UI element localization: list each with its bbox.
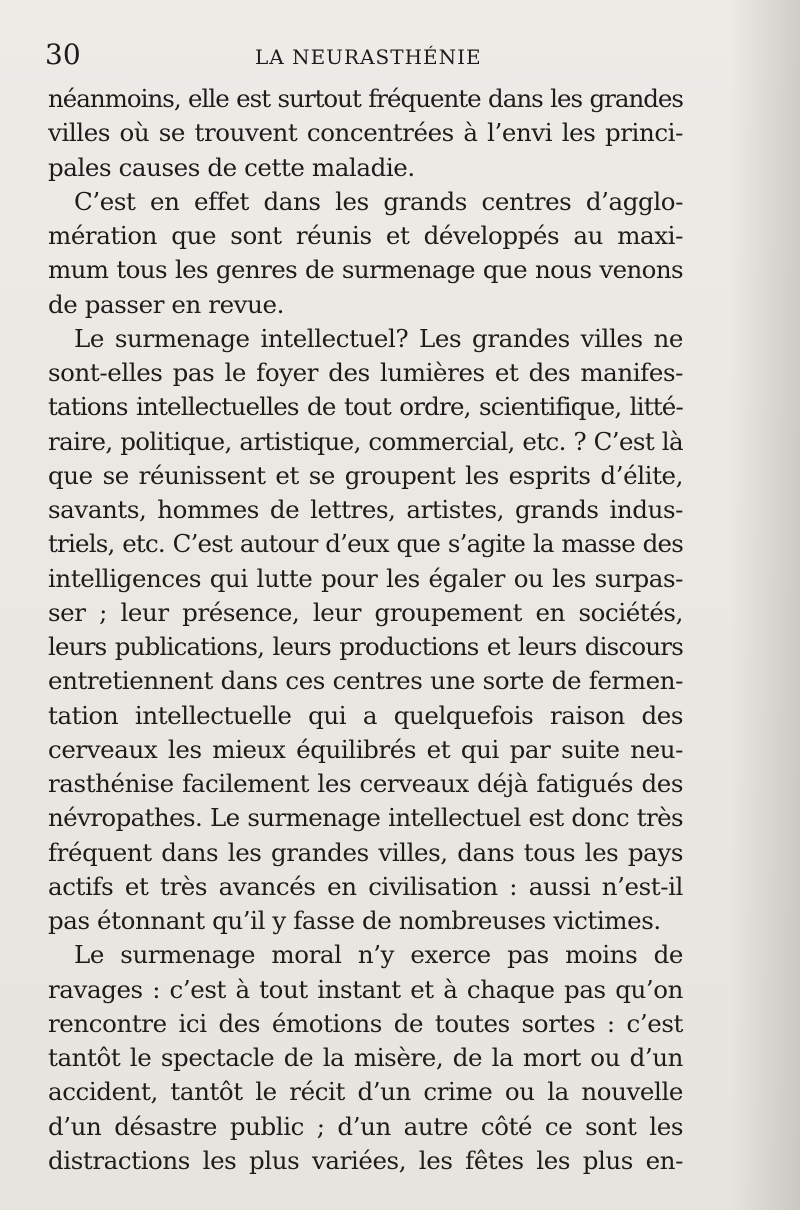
text-line: Le surmenage intellectuel? Les grandes villes ne [74, 323, 683, 353]
text-line: villes où se trouvent concentrées à l’envi les princi- [48, 118, 683, 148]
text-line: actifs et très avancés en civilisation : aussi n’est-il [48, 871, 683, 901]
text-line: que se réunissent et se groupent les esprits d’élite, [48, 460, 683, 490]
text-line: fréquent dans les grandes villes, dans tous les pays [48, 837, 683, 867]
page-number: 30 [45, 38, 81, 71]
page-header [45, 38, 685, 74]
text-line: mération que sont réunis et développés au maxi- [48, 221, 683, 250]
text-line: entretiennent dans ces centres une sorte de fermen- [48, 666, 683, 696]
text-line: pas étonnant qu’il y fasse de nombreuses victimes. [48, 906, 661, 935]
text-line: rasthénise facilement les cerveaux déjà fatigués des [48, 769, 683, 798]
text-line: ser ; leur présence, leur groupement en sociétés, [48, 597, 683, 627]
text-line: tations intellectuelles de tout ordre, scientifique, litté- [48, 392, 683, 422]
text-line: C’est en effet dans les grands centres d’agglo- [74, 186, 683, 216]
text-line: savants, hommes de lettres, artistes, grands indus- [48, 495, 683, 524]
text-line: accident, tantôt le récit d’un crime ou la nouvelle [48, 1077, 683, 1107]
text-line: mum tous les genres de surmenage que nous venons [48, 255, 683, 285]
text-line: d’un désastre public ; d’un autre côté ce sont les [48, 1111, 683, 1141]
text-line: ravages : c’est à tout instant et à chaque pas qu’on [48, 974, 683, 1004]
text-line: cerveaux les mieux équilibrés et qui par suite neu- [48, 734, 683, 764]
text-line: tation intellectuelle qui a quelquefois raison des [48, 700, 683, 730]
running-head: LA NEURASTHÉNIE [255, 45, 482, 69]
text-line: triels, etc. C’est autour d’eux que s’agite la masse des [48, 529, 683, 559]
text-line: Le surmenage moral n’y exerce pas moins de [74, 940, 683, 970]
text-line: rencontre ici des émotions de toutes sortes : c’est [48, 1008, 683, 1038]
text-line: néanmoins, elle est surtout fréquente dans les grandes [48, 84, 683, 113]
text-line: tantôt le spectacle de la misère, de la mort ou d’un [48, 1043, 683, 1072]
body-text [48, 82, 683, 1178]
text-line: leurs publications, leurs productions et leurs discours [48, 632, 683, 661]
text-line: de passer en revue. [48, 289, 284, 319]
text-line: intelligences qui lutte pour les égaler ou les surpas- [48, 563, 683, 593]
text-line: raire, politique, artistique, commercial, etc. ? C’est là [48, 426, 683, 456]
text-line: sont-elles pas le foyer des lumières et des manifes- [48, 358, 683, 387]
text-line: névropathes. Le surmenage intellectuel est donc très [48, 803, 683, 833]
text-line: pales causes de cette maladie. [48, 152, 415, 182]
text-line: distractions les plus variées, les fêtes les plus en- [48, 1145, 683, 1175]
